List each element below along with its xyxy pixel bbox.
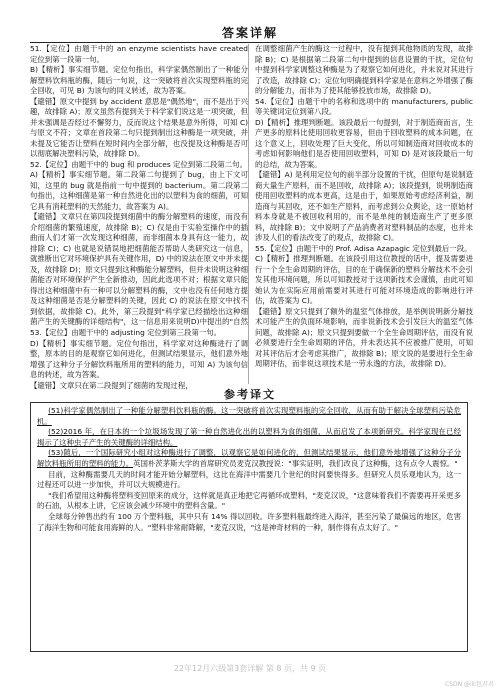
- answer-paragraph: A)【精析】事实细节题。第二段第二句提到了 bug，由上下文可知，这里的 bug 就是指前一句中提到的 bacterium。第二段第二句指出，这种细菌是第一种自然进化出的以塑料为食的细菌，可知它具有消耗塑料的天然能力，故答案为 A)。: [30, 170, 248, 211]
- left-column: [30, 44, 248, 391]
- answer-paragraph: D)【精析】推理判断题。该段最后一句提到，对于制造商而言，生产更多的原料比使用回收更容易，但由于回收塑料的成本问题，在这个意义上，回收处理了巨大变化，所以可知制造商对回收成本的考虑如何影响他们是否使用回收塑料，可知 D) 是对该段最后一句的总结，故为答案。: [255, 117, 473, 169]
- underlined-answer-sentence: (51)科学家偶然制出了一种能分解塑料饮料瓶的酶。这一突破将首次实现塑料瓶的完全回收，从而有助于解决全球塑料污染危机。: [37, 406, 461, 426]
- answer-paragraph: 52.【定位】由题干中的 bug 和 produces 定位到第二段第二句。: [30, 159, 247, 169]
- translation-title: 参考译文: [224, 388, 276, 401]
- translation-sentence: 英国朴茨茅斯大学的首席研究员麦克汉教授说："事实证明，我们改良了这种酶，这有点令人震惊。": [133, 458, 458, 468]
- answer-paragraph: 在调整细菌产生的酶这一过程中，没有提到其他物质的发现，故排除 B)；C) 是根据第二段第二句中提到的信息设置的干扰，定位句中提到科学家调整这种酶是为了观察它如何进化，并未说对其进行了改造，故排除 C)；定位句明确提到科学家是在意料之外增强了酶的分解能力，而非为了使其能够投放市场，故排除 D)。: [255, 44, 473, 95]
- answer-paragraph: 【避错】原文中提到 by accident 意思是"偶然地"，而不是出于兴趣，故排除 A)；原文虽然有提到关于科学家们说这是一项突破，但并未强调是否经过不懈努力，反而说这个结果是意外所得，可知 C) 与原文不符；文章在首段第二句只提到制出这种酶是一项突破，并未提及它能否让塑料在短时间内全部分解，也没提及这种酶是否可以彻底解决塑料污染，故排除 D)。: [30, 96, 248, 158]
- watermark: CSDN @面包君君: [444, 681, 494, 688]
- answer-paragraph: 51.【定位】由题干中的 an enzyme scientists have created 定位到第一段第一句。: [30, 44, 248, 64]
- answer-paragraph: 【避错】原文只提到了额外的温室气体排放，是举例说明新分解技术可能产生的负面环境影响，而非说新技术会引发巨大的温室气体问题，故排除 A)；原文只提到要做一个全生命周期评估，而没有说必须要进行全生命周期的评估，并未表达其不应被推广使用，可知对其评估后才会考虑其推广，故排除 B)；原文说的是要进行全生命周期评估，而非说这项技术是一劳永逸的方法，故排除 D)。: [255, 306, 473, 368]
- answer-paragraph: 55.【定位】由题干中的 Prof. Adisa Azapagic 定位到最后一段。: [255, 243, 472, 253]
- translation-paragraph: [37, 427, 461, 448]
- answer-paragraph: 【避错】文章只在第四段提到细菌中的酶分解塑料的速度，而没有介绍细菌的繁殖速度，故排除 B)；C) 仅是由于实验室操作中的插曲而人们才第一次发现这种细菌，而非细菌本身具有这一能力，故排除 C)；C) 也就是说错误地把细菌能否帮助人类研究这一信息，就推断出它对环境保护具有关键作用，D) 中的说法在原文中并未提及，故排除 D)；原文只提到这种酶能分解塑料，但并未说明这种细菌能否对环境保护产生全新推动，因此此选项不对；根据文章只能得出这种细菌中有一种可以分解塑料的酶，文中也没有任何地方提及这种细菌是否是分解塑料的关键，因此 C) 的说法在原文中找不到依据，故排除 C)。此外，第三段提到"科学家已经描绘出这种细菌产生的关键酶的详细结构"，这一信息用来说明D)中提出的"自然: [30, 212, 248, 326]
- column-divider: [248, 44, 249, 384]
- translation-sentence: 科学家现在已经揭示了这种虫子产生的关键酶的详细结构。: [37, 427, 461, 447]
- answer-paragraph: D)【精析】事实细节题。定位句指出，科学家对这种酶进行了调整，原本的目的是观察它如何进化，但测试结果显示，他们意外地增强了这种分子分解饮料瓶所用的塑料的能力，可知 A) 为该句信息的转述，故为答案。: [30, 338, 248, 379]
- answer-paragraph: 53.【定位】由题干中的 adjusting 定位到第三段第一句。: [30, 328, 222, 337]
- title-divider: [30, 42, 470, 43]
- underlined-answer-sentence: (52)2016 年，在日本的一个垃圾场发现了第一种自然进化出的以塑料为食的细菌，从而启发了本项新研究。: [48, 427, 409, 437]
- answer-paragraph: 【避错】A) 是利用定位句的前半部分设置的干扰，但原句是说制造商大量生产原料，而不是回收，故排除 A)；该段提到，说明制造商使用回收塑料的成本更高，这是由于，如果原始考虑经济利益，制造商与其回收，还不如生产原料，而考虑到公众舆论，这一原始材料本身就是不被回收利用的，而不是单纯的制造商生产了更多原料，故排除 B)；文中说明了产品消费者对塑料制品的态度，也并未涉及人们的看法改变了的观点，故排除 C)。: [255, 170, 473, 242]
- translation-paragraph: [37, 448, 461, 469]
- page-title: 答案详解: [221, 26, 278, 40]
- translation-box: [30, 402, 468, 652]
- translation-paragraph: [37, 406, 461, 427]
- translation-paragraph: "我们希望用这种酶将塑料变回原来的成分，这样就是真正地把它再循环成塑料，"麦克汉说，"这意味着我们不需要再开采更多的石油，从根本上讲，它应该会减少环境中的塑料含量。": [37, 490, 461, 511]
- translation-paragraph: 全球每分钟售出约有 100 万个塑料瓶，其中只有 14% 得以回收。许多塑料瓶最终进入海洋，甚至污染了最偏远的地区，危害了海洋生物和可能食用海鲜的人。"塑料非常耐降解，"麦克汉说，"这是神奇材料的一种，制作得有点太好了。": [37, 511, 461, 532]
- answer-paragraph: 54.【定位】由题干中的名称和选项中的 manufacturers, public 等关键词定位到第八段。: [255, 96, 473, 116]
- right-column: [255, 44, 473, 370]
- answer-paragraph: 【避错】文章只在第二段提到了细菌的发现过程，: [30, 380, 193, 390]
- translation-paragraph: 目前，这种酶需要几天的时间才能开始分解塑料，这比在海洋中需要几个世纪的时间要快得多。但研究人员乐观地认为，这一过程还可以进一步加快，并可以大规模进行。: [37, 469, 461, 490]
- page-footer: 22年12月六级第3套详解 第 8 页，共 9 页: [173, 664, 327, 673]
- answer-paragraph: C)【精析】推理判断题。在该段引用这位教授的话中，提及需要进行一个全生命周期的评估，目的在于确保新的塑料分解技术不会引发其他环境问题，所以可知教授对于这项新技术会谨慎，由此可知她认为在实际应用前需要对其进行可能对环境造成的影响进行评估，故答案为 C)。: [255, 254, 473, 305]
- answer-paragraph: B)【精析】事实细节题。定位句指出，科学家偶然制出了一种能分解塑料饮料瓶的酶，随后一句说，这一突破将首次实现塑料瓶的完全回收，可见 B) 为该句的同义转述，故为答案。: [30, 65, 248, 95]
- underlined-answer-sentence: (53)随后，一个国际研究小组对这种酶进行了调整，以观察它是如何进化的，但测试结果显示，他们意外地增强了这种分子分解饮料瓶所用的塑料的能力。: [37, 448, 461, 468]
